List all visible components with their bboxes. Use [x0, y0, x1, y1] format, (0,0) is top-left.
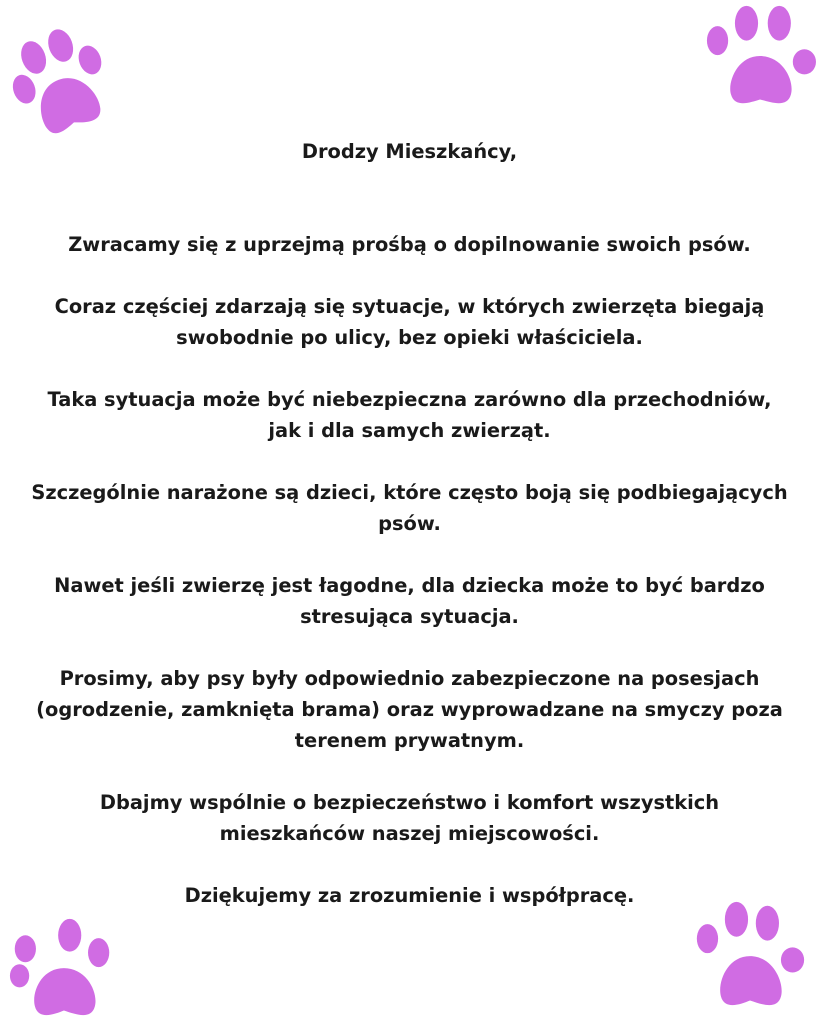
paragraph-line: stresująca sytuacja. — [300, 605, 519, 628]
paragraph-line: Szczególnie narażone są dzieci, które często boją się podbiegających — [31, 481, 788, 504]
greeting-text: Drodzy Mieszkańcy, — [301, 140, 518, 163]
paw-print-icon — [702, 2, 818, 112]
paragraph-line: (ogrodzenie, zamknięta brama) oraz wyprowadzane na smyczy poza — [36, 698, 783, 721]
paragraph-line: Zwracamy się z uprzejmą prośbą o dopilnowanie swoich psów. — [68, 233, 751, 256]
paw-print-icon — [692, 900, 808, 1016]
paw-print-top-left-svg — [2, 22, 120, 140]
paragraph-line: Taka sytuacja może być niebezpieczna zarówno dla przechodniów, — [47, 388, 772, 411]
letter-paragraph-children — [0, 477, 819, 539]
letter-closing — [0, 880, 819, 911]
paragraph-line: jak i dla samych zwierząt. — [268, 419, 551, 442]
paw-print-bottom-left-svg — [6, 916, 118, 1024]
paragraph-line: mieszkańców naszej miejscowości. — [219, 822, 600, 845]
paw-print-icon — [6, 916, 118, 1024]
paragraph-line: Prosimy, aby psy były odpowiednio zabezpieczone na posesjach — [59, 667, 760, 690]
paragraph-line: psów. — [378, 512, 441, 535]
paragraph-line: Dziękujemy za zrozumienie i współpracę. — [184, 884, 635, 907]
paragraph-line: terenem prywatnym. — [294, 729, 525, 752]
letter-greeting — [0, 136, 819, 167]
paragraph-line: Nawet jeśli zwierzę jest łagodne, dla dziecka może to być bardzo — [54, 574, 765, 597]
letter-paragraph-safety — [0, 787, 819, 849]
letter-body — [0, 136, 819, 911]
paragraph-line: Coraz częściej zdarzają się sytuacje, w których zwierzęta biegają — [54, 295, 765, 318]
paw-print-bottom-right-svg — [692, 900, 808, 1016]
letter-paragraph-gentle-animal — [0, 570, 819, 632]
letter-paragraph-securing — [0, 663, 819, 756]
paragraph-line: Dbajmy wspólnie o bezpieczeństwo i komfort wszystkich — [99, 791, 720, 814]
letter-paragraph-danger — [0, 384, 819, 446]
letter-paragraph-situations — [0, 291, 819, 353]
paw-print-top-right-svg — [702, 2, 818, 112]
paragraph-line: swobodnie po ulicy, bez opieki właściciela. — [176, 326, 643, 349]
letter-paragraph-request — [0, 229, 819, 260]
paw-print-icon — [2, 22, 120, 140]
